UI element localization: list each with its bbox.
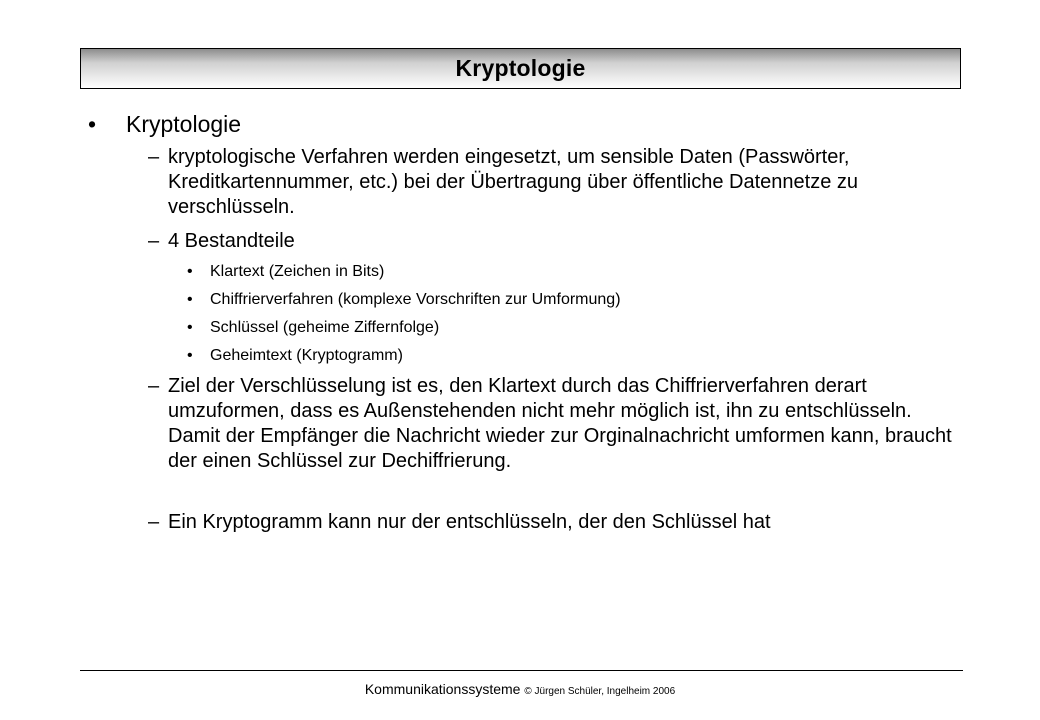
main-bullet-text: Kryptologie bbox=[126, 111, 242, 137]
bullet-icon: • bbox=[187, 347, 193, 364]
footer-divider bbox=[80, 670, 963, 671]
sub-item-text: 4 Bestandteile bbox=[168, 230, 295, 252]
slide-footer bbox=[0, 680, 1040, 701]
bullet-icon: • bbox=[187, 263, 193, 280]
sub-item-kryptogramm bbox=[148, 510, 968, 535]
sub-item-text: Ein Kryptogramm kann nur der entschlüsseln, der den Schlüssel hat bbox=[168, 511, 771, 533]
bullet-icon: • bbox=[88, 111, 97, 137]
sub-item-bestandteile bbox=[148, 229, 968, 254]
footer-course: Kommunikationssysteme bbox=[364, 681, 521, 697]
sub-item-text: Ziel der Verschlüsselung ist es, den Klartext durch das Chiffrierverfahren derart umzuformen, dass es Außenstehenden nicht mehr möglich ist, ihn zu entschlüsseln. Damit der Empfänger die Nachricht wieder zur Orginalnachricht umformen kann, braucht der einen Schlüssel zur Dechiffrierung. bbox=[168, 375, 952, 472]
component-item-klartext bbox=[187, 262, 384, 282]
dash-icon: – bbox=[148, 146, 160, 168]
dash-icon: – bbox=[148, 511, 160, 533]
component-item-geheimtext bbox=[187, 346, 403, 366]
footer-copyright: © Jürgen Schüler, Ingelheim 2006 bbox=[524, 686, 676, 697]
bullet-icon: • bbox=[187, 319, 193, 336]
sub-item-verfahren bbox=[148, 145, 968, 220]
dash-icon: – bbox=[148, 375, 160, 397]
component-item-schluessel bbox=[187, 318, 439, 338]
slide-title-bar bbox=[80, 48, 961, 89]
component-item-chiffrierverfahren bbox=[187, 290, 621, 310]
component-item-text: Geheimtext (Kryptogramm) bbox=[210, 347, 403, 364]
sub-item-ziel bbox=[148, 374, 968, 474]
main-bullet-kryptologie bbox=[88, 110, 241, 138]
component-item-text: Klartext (Zeichen in Bits) bbox=[210, 263, 385, 280]
sub-item-text: kryptologische Verfahren werden eingesetzt, um sensible Daten (Passwörter, Kreditkartennummer, etc.) bei der Übertragung über öffentliche Datennetze zu verschlüsseln. bbox=[168, 146, 859, 218]
bullet-icon: • bbox=[187, 291, 193, 308]
dash-icon: – bbox=[148, 230, 160, 252]
slide-title: Kryptologie bbox=[455, 55, 586, 81]
component-item-text: Chiffrierverfahren (komplexe Vorschriften zur Umformung) bbox=[210, 291, 621, 308]
component-item-text: Schlüssel (geheime Ziffernfolge) bbox=[210, 319, 440, 336]
